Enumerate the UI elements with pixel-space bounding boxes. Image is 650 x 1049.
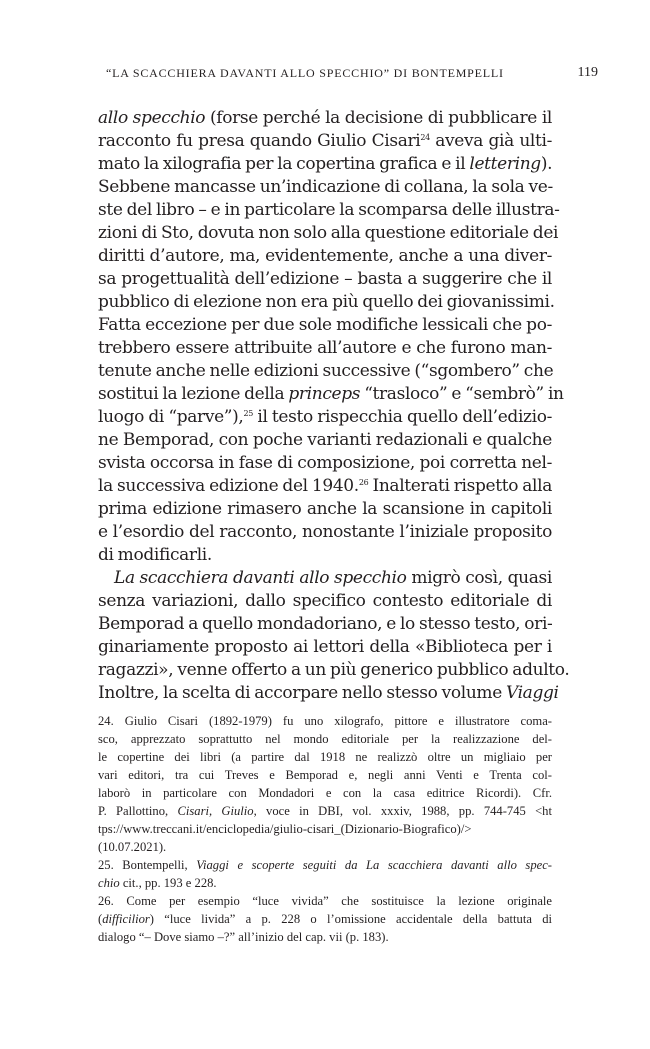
footnote-line [98, 712, 552, 730]
body-line [98, 544, 552, 567]
text-run: sostitui la lezione della [98, 384, 289, 404]
text-run: diritti d’autore, ma, evidentemente, anche a una diver- [98, 246, 552, 266]
footnote-line [98, 856, 552, 874]
text-run: le copertine dei libri (a partire dal 1918 ne realizzò oltre un migliaio per [98, 750, 552, 764]
text-run: Fatta eccezione per due sole modifiche lessicali che po- [98, 315, 552, 335]
text-run: sco, apprezzato soprattutto nel mondo editoriale per la realizzazione del- [98, 732, 552, 746]
text-run: e l’esordio del racconto, nonostante l’iniziale proposito [98, 522, 552, 542]
body-line [98, 360, 552, 383]
body-line [98, 130, 552, 153]
italic-text: difficilior [102, 912, 150, 926]
italic-text: chio [98, 876, 120, 890]
body-line [98, 314, 552, 337]
body-line [98, 567, 552, 590]
footnote-line [98, 874, 552, 892]
text-run: racconto fu presa quando Giulio Cisari [98, 131, 421, 151]
body-text [98, 107, 570, 705]
text-run: ). [540, 154, 553, 174]
page-header [98, 66, 598, 82]
italic-text: La scacchiera davanti allo specchio [114, 568, 407, 588]
body-line [98, 613, 552, 636]
body-line [98, 245, 552, 268]
text-run: ) “luce livida” a p. 228 o l’omissione accidentale della battuta di [149, 912, 552, 926]
text-run: 26. Come per esempio “luce vivida” che sostituisce la lezione originale [98, 894, 552, 908]
text-run: Sebbene mancasse un’indicazione di collana, la sola ve- [98, 177, 553, 197]
text-run: ragazzi», venne offerto a un più generico pubblico adulto. [98, 660, 570, 680]
text-run: 25. Bontempelli, [98, 858, 197, 872]
text-run: tenute anche nelle edizioni successive (“sgombero” che [98, 361, 554, 381]
body-line [98, 590, 552, 613]
body-line [98, 659, 570, 682]
text-run: “trasloco” e “sembrò” in [360, 384, 564, 404]
text-run: dialogo “– Dove siamo –?” all’inizio del cap. vii (p. 183). [98, 930, 389, 944]
italic-text: Cisari, Giulio [177, 804, 254, 818]
footnotes [98, 712, 552, 946]
text-run: (10.07.2021). [98, 840, 167, 854]
italic-text: princeps [288, 384, 361, 404]
body-line [98, 222, 559, 245]
text-run: zioni di Sto, dovuta non solo alla questione editoriale dei [98, 223, 559, 243]
footnote-ref: 26 [358, 478, 369, 487]
footnote-ref: 25 [243, 409, 253, 418]
text-run: cit., pp. 193 e 228. [119, 876, 217, 890]
footnote-line [98, 928, 552, 946]
footnote-line [98, 802, 552, 820]
text-run: P. Pallottino, [98, 804, 178, 818]
footnote-line [98, 820, 552, 838]
body-line [98, 291, 555, 314]
footnote-line [98, 730, 552, 748]
body-line [98, 337, 552, 360]
footnote-line [98, 766, 552, 784]
footnote-ref: 24 [420, 133, 430, 142]
text-run: 24. Giulio Cisari (1892-1979) fu uno xilografo, pittore e illustratore coma- [98, 714, 552, 728]
text-run: mato la xilografia per la copertina grafica e il [98, 154, 470, 174]
body-line [98, 521, 552, 544]
text-run: aveva già ulti- [429, 131, 552, 151]
text-run: Inoltre, la scelta di accorpare nello stesso volume [98, 683, 506, 703]
footnote-line [98, 910, 552, 928]
text-run: senza variazioni, dallo specifico contesto editoriale di [98, 591, 552, 611]
body-line [98, 682, 559, 705]
text-run: luogo di “parve”), [98, 407, 244, 427]
text-run: pubblico di elezione non era più quello dei giovanissimi. [98, 292, 555, 312]
body-line [98, 475, 552, 498]
body-line [98, 383, 564, 406]
text-run: ste del libro – e in particolare la scomparsa delle illustra- [98, 200, 560, 220]
text-run: Inalterati rispetto alla [368, 476, 552, 496]
text-run: ginariamente proposto ai lettori della «Biblioteca per i [98, 637, 552, 657]
text-run: tps://www.treccani.it/enciclopedia/giulio-cisari_(Dizionario-Biografico)/> [98, 822, 472, 836]
page-number: 119 [577, 65, 598, 80]
body-line [98, 429, 552, 452]
footnote-line [98, 838, 552, 856]
text-run: migrò così, quasi [406, 568, 552, 588]
text-run: svista occorsa in fase di composizione, poi corretta nel- [98, 453, 552, 473]
text-run: prima edizione rimasero anche la scansione in capitoli [98, 499, 552, 519]
text-run: , voce in DBI, vol. xxxiv, 1988, pp. 744-745 <ht [253, 804, 552, 818]
body-line [98, 406, 552, 429]
text-run: la successiva edizione del 1940. [98, 476, 359, 496]
body-line [98, 498, 552, 521]
body-line [98, 199, 560, 222]
footnote-line [98, 784, 552, 802]
text-run: Bemporad a quello mondadoriano, e lo stesso testo, ori- [98, 614, 553, 634]
italic-text: lettering [469, 154, 541, 174]
italic-text: allo specchio [98, 108, 206, 128]
text-run: (forse perché la decisione di pubblicare il [205, 108, 552, 128]
text-run: di modificarli. [98, 545, 212, 565]
text-run: sa progettualità dell’edizione – basta a suggerire che il [98, 269, 552, 289]
text-run: ne Bemporad, con poche varianti redazionali e qualche [98, 430, 552, 450]
body-line [98, 636, 552, 659]
text-run: laborò in particolare con Mondadori e con la casa editrice Ricordi). Cfr. [98, 786, 552, 800]
text-run: il testo rispecchia quello dell’edizio- [252, 407, 553, 427]
body-line [98, 153, 552, 176]
text-run: trebbero essere attribuite all’autore e che furono man- [98, 338, 552, 358]
text-run: vari editori, tra cui Treves e Bemporad e, negli anni Venti e Trenta col- [98, 768, 552, 782]
body-line [98, 176, 552, 199]
body-line [98, 452, 552, 475]
italic-text: Viaggi e scoperte seguiti da La scacchiera davanti allo spec- [196, 858, 553, 872]
italic-text: Viaggi [505, 683, 559, 703]
text-run: ( [98, 912, 103, 926]
footnote-line [98, 892, 552, 910]
body-line [98, 268, 552, 291]
body-line [98, 107, 552, 130]
footnote-line [98, 748, 552, 766]
running-head: “LA SCACCHIERA DAVANTI ALLO SPECCHIO” DI BONTEMPELLI [106, 66, 504, 80]
